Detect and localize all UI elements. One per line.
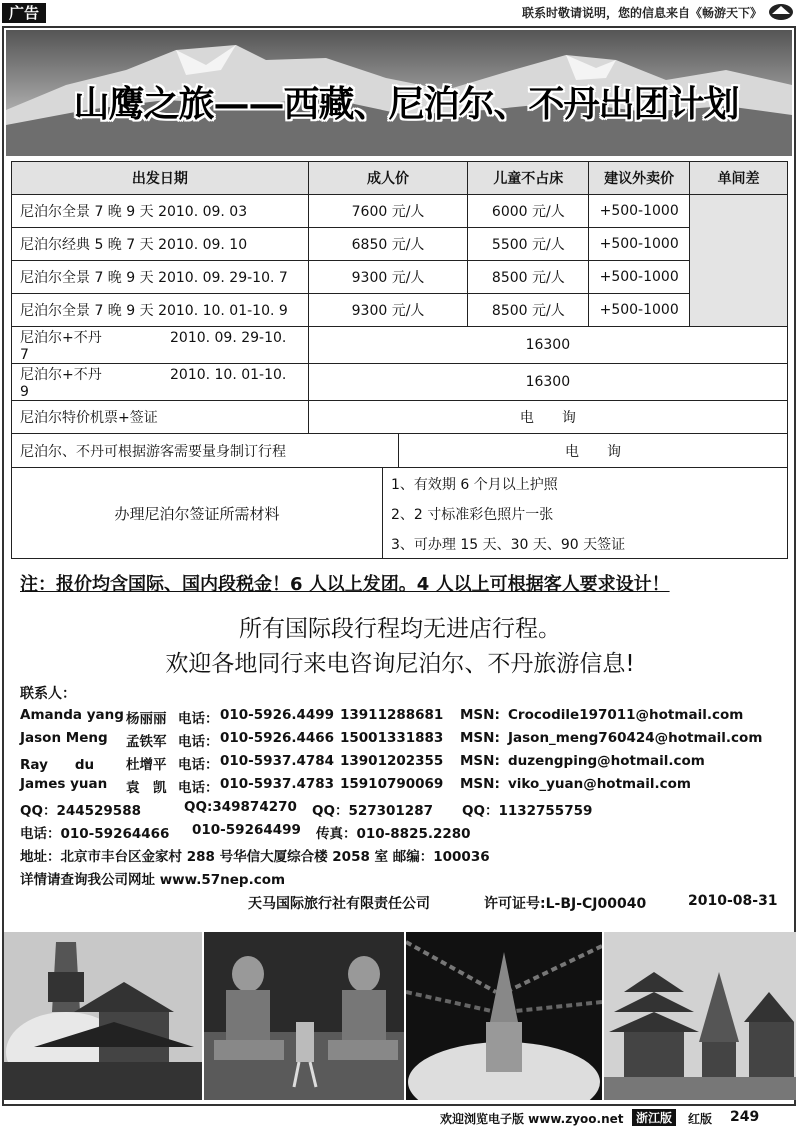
license-number: 许可证号:L-BJ-CJ00040 [484,896,647,912]
suggest-price: +500-1000 [589,228,690,261]
col-header-suggest: 建议外卖价 [589,162,690,195]
office-phone-2: 010-59264499 [192,822,301,838]
contact-msn: viko_yuan@hotmail.com [508,776,691,792]
col-header-single: 单间差 [690,162,788,195]
route-cell: 尼泊尔全景 7 晚 9 天 2010. 09. 03 [12,195,309,228]
edition-tag: 浙江版 [632,1109,676,1126]
magazine-logo-icon [768,2,794,22]
child-price: 5500 元/人 [468,228,589,261]
visa-materials-label: 办理尼泊尔签证所需材料 [12,468,383,558]
route-cell: 尼泊尔全景 7 晚 9 天 2010. 10. 01-10. 9 [12,294,309,327]
route-cell: 尼泊尔全景 7 晚 9 天 2010. 09. 29-10. 7 [12,261,309,294]
ad-label: 广告 [2,3,46,23]
table-row [12,434,788,468]
contact-mobile: 15910790069 [340,776,444,792]
list-item: 1、有效期 6 个月以上护照 [391,477,558,493]
combo-price: 16300 [308,327,787,364]
contact-en-name: Amanda yang [20,707,124,723]
child-price: 8500 元/人 [468,294,589,327]
combo-name: 尼泊尔+不丹 [20,367,102,383]
combo-route-cell [12,364,309,401]
contact-tel: 010-5937.4783 [220,776,335,792]
website: 详情请查询我公司网址 www.57nep.com [20,872,286,888]
combo-route-cell [12,327,309,364]
flight-visa-cell: 尼泊尔特价机票+签证 [12,401,309,434]
combo-date: 2010. 10. 01-10. 9 [20,367,287,400]
msn-label: MSN: [460,707,500,723]
company-name: 天马国际旅行社有限责任公司 [248,896,430,912]
tel-label: 电话： [178,734,219,750]
contact-mobile: 15001331883 [340,730,444,746]
contact-cn-name: 孟铁军 [126,734,167,750]
guardian-statues-photo [204,932,404,1100]
contacts-section [20,683,763,888]
contact-tel: 010-5926.4499 [220,707,335,723]
msn-label: MSN: [460,753,500,769]
price-note: 注：报价均含国际、国内段税金！6 人以上发团。4 人以上可根据客人要求设计！ [20,574,670,595]
table-row [12,468,788,559]
table-row [12,195,788,228]
table-row [12,261,788,294]
contact-cn-name: 杨丽丽 [126,711,167,727]
msn-label: MSN: [460,776,500,792]
child-price: 8500 元/人 [468,261,589,294]
photo-strip [4,932,796,1100]
address: 地址：北京市丰台区金家村 288 号华信大厦综合楼 2058 室 邮编：100036 [20,849,490,865]
tel-label: 电话： [178,780,219,796]
custom-itinerary-price: 电 询 [565,443,621,460]
col-header-child: 儿童不占床 [468,162,589,195]
slogan-no-shopping: 所有国际段行程均无进店行程。 [239,616,561,642]
contact-cn-name: 杜增平 [126,757,167,773]
fax: 传真：010-8825.2280 [316,826,471,842]
qq-number: QQ：244529588 [20,803,141,819]
col-header-adult: 成人价 [308,162,468,195]
table-row [12,327,788,364]
col-header-date: 出发日期 [12,162,309,195]
visa-materials-list [383,468,787,558]
page-footer [0,1108,800,1126]
publish-date: 2010-08-31 [688,893,778,909]
combo-date: 2010. 09. 29-10. 7 [20,330,287,363]
custom-row-wrap [12,434,788,468]
list-item: 3、可办理 15 天、30 天、90 天签证 [391,537,626,553]
table-row [12,228,788,261]
contact-msn: Jason_meng760424@hotmail.com [508,730,763,746]
footer-website: 欢迎浏览电子版 www.zyoo.net [440,1112,624,1126]
combo-name: 尼泊尔+不丹 [20,330,102,346]
route-cell: 尼泊尔经典 5 晚 7 天 2010. 09. 10 [12,228,309,261]
contact-en-name: James yuan [20,776,108,792]
single-supplement-cell [690,195,788,327]
suggest-price: +500-1000 [589,294,690,327]
tel-label: 电话： [178,757,219,773]
contact-msn: Crocodile197011@hotmail.com [508,707,744,723]
adult-price: 7600 元/人 [308,195,468,228]
visa-row-wrap [12,468,788,559]
table-row [12,294,788,327]
contact-mobile: 13901202355 [340,753,444,769]
suggest-price: +500-1000 [589,195,690,228]
adult-price: 9300 元/人 [308,294,468,327]
combo-price: 16300 [308,364,787,401]
contact-msn: duzengping@hotmail.com [508,753,705,769]
qq-number: QQ:349874270 [184,799,297,815]
section-label: 红版 [688,1112,713,1126]
office-phone: 电话：010-59264466 [20,826,170,842]
contact-en-name: Ray du [20,757,95,773]
flight-visa-price: 电 询 [308,401,787,434]
table-row [12,401,788,434]
mountain-banner [6,30,792,156]
source-note: 联系时敬请说明，您的信息来自《畅游天下》 [521,6,762,20]
contact-tel: 010-5937.4784 [220,753,335,769]
table-row [12,364,788,401]
adult-price: 9300 元/人 [308,261,468,294]
price-table [11,161,788,559]
qq-number: QQ：527301287 [312,803,433,819]
contacts-label: 联系人： [20,686,76,702]
contact-tel: 010-5926.4466 [220,730,335,746]
contact-cn-name: 袁 凯 [126,780,167,796]
child-price: 6000 元/人 [468,195,589,228]
banner-title: 山鹰之旅——西藏、尼泊尔、不丹出团计划 [73,83,739,125]
table-header-row [12,162,788,195]
page-number: 249 [730,1109,760,1125]
suggest-price: +500-1000 [589,261,690,294]
msn-label: MSN: [460,730,500,746]
boudhanath-photo [406,932,602,1100]
adult-price: 6850 元/人 [308,228,468,261]
contact-en-name: Jason Meng [20,730,108,746]
tel-label: 电话： [178,711,219,727]
durbar-square-photo [604,932,796,1100]
top-bar [0,0,800,26]
list-item: 2、2 寸标准彩色照片一张 [391,507,554,523]
stupa-photo [4,932,202,1100]
custom-itinerary-cell: 尼泊尔、不丹可根据游客需要量身制订行程 [12,434,399,467]
qq-number: QQ：1132755759 [462,803,593,819]
contact-mobile: 13911288681 [340,707,444,723]
slogan-welcome: 欢迎各地同行来电咨询尼泊尔、不丹旅游信息! [165,651,635,677]
